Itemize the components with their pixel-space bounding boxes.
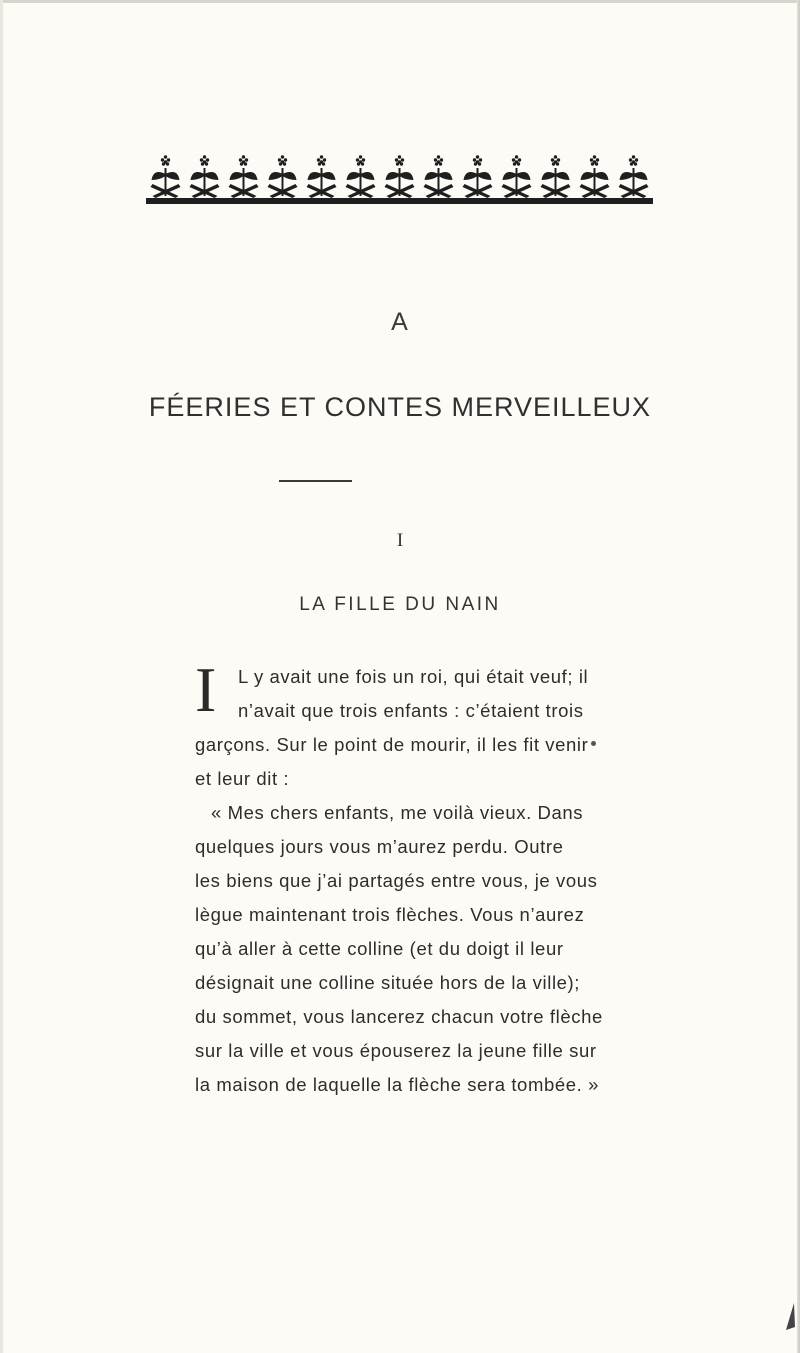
flower-dot: [317, 158, 320, 161]
page-top-edge: [0, 0, 800, 3]
frieze-motif: [580, 155, 610, 198]
leaf-right: [244, 172, 258, 180]
leaf-left: [308, 172, 322, 180]
leaf-right: [400, 172, 414, 180]
flower-dot: [437, 155, 440, 158]
flower-dot: [632, 155, 635, 158]
flower-dot: [320, 160, 323, 163]
section-letter: A: [391, 308, 409, 336]
flower-dot: [167, 158, 170, 161]
floral-frieze-icon: [146, 152, 653, 206]
text-line: les biens que j’ai partagés entre vous, je vous: [195, 870, 598, 891]
flower-dot: [278, 158, 281, 161]
frieze-motif: [307, 155, 337, 198]
leaf-left: [581, 172, 595, 180]
flower-dot: [515, 160, 518, 163]
flower-dot: [206, 158, 209, 161]
leaf-left: [347, 172, 361, 180]
flower-dot: [398, 160, 401, 163]
frieze-motif: [463, 155, 493, 198]
ink-speck: [591, 741, 596, 746]
leaf-right: [439, 172, 453, 180]
flower-dot: [239, 158, 242, 161]
leaf-right: [517, 172, 531, 180]
chapter-title: LA FILLE DU NAIN: [299, 594, 501, 615]
leaf-right: [283, 172, 297, 180]
flower-dot: [518, 158, 521, 161]
flower-dot: [359, 155, 362, 158]
flower-dot: [356, 158, 359, 161]
flower-dot: [440, 158, 443, 161]
flower-dot: [632, 160, 635, 163]
flower-dot: [476, 155, 479, 158]
leaf-right: [556, 172, 570, 180]
text-line: sur la ville et vous épouserez la jeune fille sur: [195, 1040, 597, 1061]
frieze-base: [146, 198, 653, 204]
page-left-edge: [0, 0, 3, 1353]
leaf-left: [503, 172, 517, 180]
flower-dot: [320, 155, 323, 158]
frieze-motif: [268, 155, 298, 198]
leaf-right: [205, 172, 219, 180]
text-line: la maison de laquelle la flèche sera tombée. »: [195, 1074, 599, 1095]
flower-dot: [629, 158, 632, 161]
page-corner-mark: [784, 1303, 796, 1331]
frieze-motif: [424, 155, 454, 198]
flower-dot: [554, 160, 557, 163]
flower-dot: [242, 160, 245, 163]
chapter-number: I: [396, 530, 404, 551]
flower-dot: [398, 155, 401, 158]
flower-dot: [593, 155, 596, 158]
leaf-left: [542, 172, 556, 180]
text-line: quelques jours vous m’aurez perdu. Outre: [195, 836, 564, 857]
frieze-motif: [229, 155, 259, 198]
frieze-motif: [346, 155, 376, 198]
flower-dot: [635, 158, 638, 161]
flower-dot: [284, 158, 287, 161]
leaf-left: [191, 172, 205, 180]
drop-cap: I: [195, 654, 217, 725]
flower-dot: [596, 158, 599, 161]
section-title: FÉERIES ET CONTES MERVEILLEUX: [148, 392, 652, 422]
flower-dot: [554, 155, 557, 158]
leaf-right: [478, 172, 492, 180]
leaf-left: [230, 172, 244, 180]
flower-dot: [557, 158, 560, 161]
frieze-motif: [385, 155, 415, 198]
leaf-right: [322, 172, 336, 180]
flower-dot: [164, 155, 167, 158]
text-line: n’avait que trois enfants : c’étaient trois: [238, 700, 584, 721]
flower-dot: [437, 160, 440, 163]
frieze-motif: [619, 155, 649, 198]
flower-dot: [200, 158, 203, 161]
leaf-left: [269, 172, 283, 180]
leaf-left: [425, 172, 439, 180]
frieze-motif: [541, 155, 571, 198]
frieze-motif: [190, 155, 220, 198]
flower-dot: [515, 155, 518, 158]
flower-dot: [473, 158, 476, 161]
leaf-left: [386, 172, 400, 180]
flower-dot: [593, 160, 596, 163]
flower-dot: [323, 158, 326, 161]
text-line: et leur dit :: [195, 768, 290, 789]
leaf-right: [166, 172, 180, 180]
leaf-right: [595, 172, 609, 180]
text-line: du sommet, vous lancerez chacun votre flèche: [195, 1006, 603, 1027]
flower-dot: [434, 158, 437, 161]
flower-dot: [551, 158, 554, 161]
flower-dot: [161, 158, 164, 161]
text-line: désignait une colline située hors de la ville);: [195, 972, 581, 993]
flower-dot: [395, 158, 398, 161]
text-line: qu’à aller à cette colline (et du doigt il leur: [195, 938, 564, 959]
flower-dot: [476, 160, 479, 163]
leaf-left: [620, 172, 634, 180]
flower-dot: [281, 155, 284, 158]
leaf-left: [152, 172, 166, 180]
text-line: lègue maintenant trois flèches. Vous n’aurez: [195, 904, 585, 925]
flower-dot: [512, 158, 515, 161]
text-line: « Mes chers enfants, me voilà vieux. Dans: [211, 802, 584, 823]
leaf-right: [634, 172, 648, 180]
leaf-left: [464, 172, 478, 180]
flower-dot: [359, 160, 362, 163]
flower-dot: [245, 158, 248, 161]
frieze-motif: [151, 155, 181, 198]
flower-dot: [164, 160, 167, 163]
flower-dot: [479, 158, 482, 161]
flower-dot: [362, 158, 365, 161]
flower-dot: [242, 155, 245, 158]
leaf-right: [361, 172, 375, 180]
text-line: L y avait une fois un roi, qui était veuf; il: [238, 666, 589, 687]
flower-dot: [203, 155, 206, 158]
flower-dot: [203, 160, 206, 163]
text-line: garçons. Sur le point de mourir, il les fit venir: [195, 734, 589, 755]
flower-dot: [590, 158, 593, 161]
title-divider: [279, 480, 352, 482]
flower-dot: [401, 158, 404, 161]
flower-dot: [281, 160, 284, 163]
frieze-motif: [502, 155, 532, 198]
